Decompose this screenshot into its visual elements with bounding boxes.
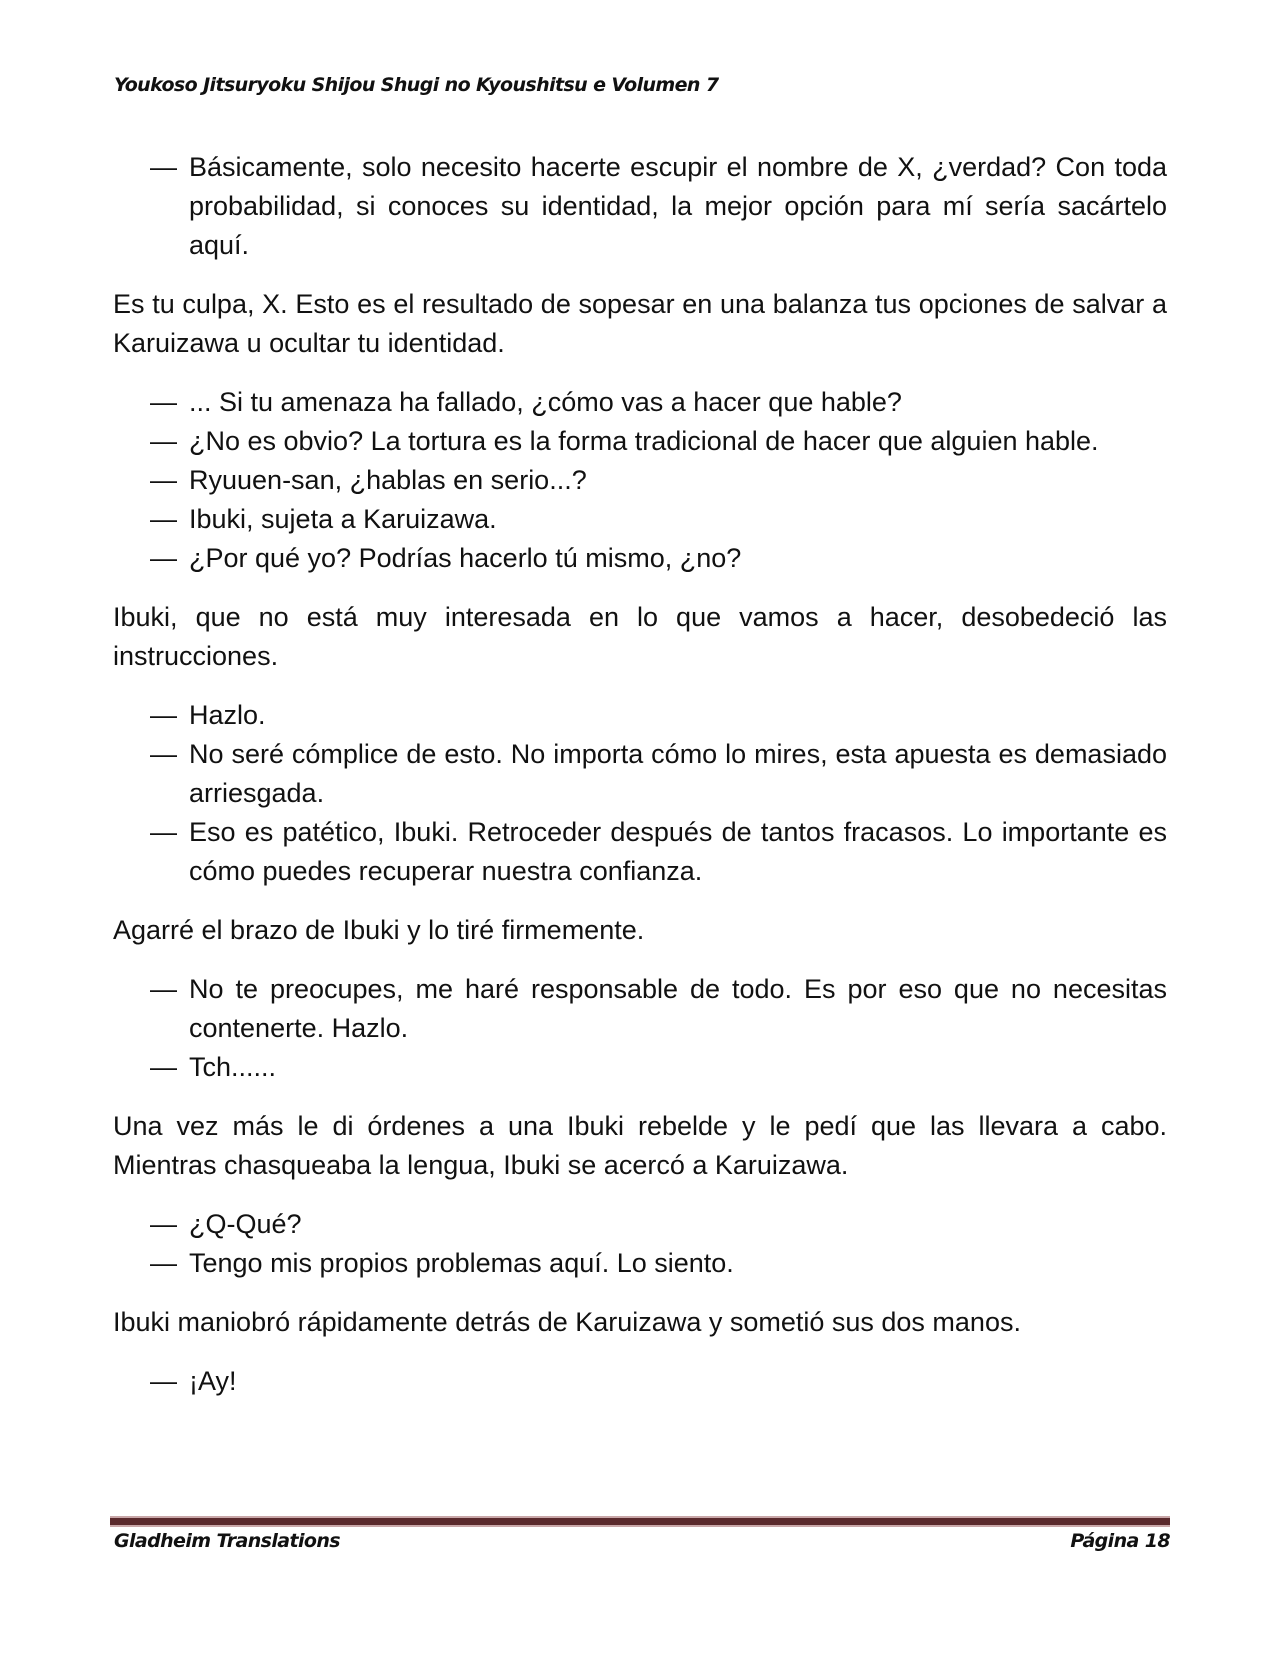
dialogue-text: ¡Ay! [189,1366,237,1396]
dialogue-dash: — [150,817,177,847]
dialogue-text: Tengo mis propios problemas aquí. Lo siento. [189,1248,734,1278]
footer-rule [110,1516,1170,1527]
dialogue-dash: — [150,974,177,1004]
dialogue-group [113,1205,1167,1283]
dialogue-dash: — [150,1052,177,1082]
dialogue-dash: — [150,700,177,730]
dialogue-group [113,148,1167,265]
dialogue-line [113,813,1167,891]
dialogue-dash: — [150,426,177,456]
dialogue-dash: — [150,152,177,182]
dialogue-text: Ibuki, sujeta a Karuizawa. [189,504,497,534]
dialogue-line [113,696,1167,735]
running-header: Youkoso Jitsuryoku Shijou Shugi no Kyoushitsu e Volumen 7 [114,74,719,96]
dialogue-line [113,1048,1167,1087]
dialogue-dash: — [150,465,177,495]
dialogue-line [113,970,1167,1048]
dialogue-group [113,383,1167,578]
dialogue-line [113,1362,1167,1401]
dialogue-line [113,422,1167,461]
dialogue-line [113,1244,1167,1283]
dialogue-text: ¿No es obvio? La tortura es la forma tradicional de hacer que alguien hable. [189,426,1099,456]
dialogue-dash: — [150,387,177,417]
dialogue-text: Tch...... [189,1052,277,1082]
dialogue-text: No seré cómplice de esto. No importa cómo lo mires, esta apuesta es demasiado arriesgada. [189,739,1167,808]
dialogue-dash: — [150,1248,177,1278]
dialogue-line [113,383,1167,422]
dialogue-dash: — [150,1209,177,1239]
narration-paragraph: Una vez más le di órdenes a una Ibuki rebelde y le pedí que las llevara a cabo. Mientras chasqueaba la lengua, Ibuki se acercó a Karuizawa. [113,1111,1167,1180]
narration-paragraph: Ibuki maniobró rápidamente detrás de Karuizawa y sometió sus dos manos. [113,1307,1021,1337]
dialogue-text: Básicamente, solo necesito hacerte escupir el nombre de X, ¿verdad? Con toda probabilidad, si conoces su identidad, la mejor opción para mí sería sacártelo aquí. [189,152,1167,260]
dialogue-line [113,461,1167,500]
dialogue-line [113,539,1167,578]
dialogue-text: ¿Por qué yo? Podrías hacerlo tú mismo, ¿no? [189,543,742,573]
dialogue-line [113,1205,1167,1244]
dialogue-text: Ryuuen-san, ¿hablas en serio...? [189,465,587,495]
footer-translator: Gladheim Translations [114,1530,340,1552]
dialogue-line [113,500,1167,539]
dialogue-text: No te preocupes, me haré responsable de todo. Es por eso que no necesitas contenerte. Hazlo. [189,974,1167,1043]
dialogue-dash: — [150,1366,177,1396]
dialogue-group [113,970,1167,1087]
dialogue-group [113,1362,1167,1401]
narration-paragraph: Agarré el brazo de Ibuki y lo tiré firmemente. [113,915,645,945]
dialogue-line [113,735,1167,813]
dialogue-text: ¿Q-Qué? [189,1209,302,1239]
dialogue-text: Hazlo. [189,700,266,730]
dialogue-dash: — [150,543,177,573]
dialogue-line [113,148,1167,265]
page-number: Página 18 [1070,1530,1170,1552]
narration-paragraph: Es tu culpa, X. Esto es el resultado de sopesar en una balanza tus opciones de salvar a Karuizawa u ocultar tu identidad. [113,289,1167,358]
dialogue-dash: — [150,739,177,769]
dialogue-text: ... Si tu amenaza ha fallado, ¿cómo vas a hacer que hable? [189,387,902,417]
dialogue-text: Eso es patético, Ibuki. Retroceder después de tantos fracasos. Lo importante es cómo puedes recuperar nuestra confianza. [189,817,1167,886]
dialogue-dash: — [150,504,177,534]
dialogue-group [113,696,1167,891]
narration-paragraph: Ibuki, que no está muy interesada en lo que vamos a hacer, desobedeció las instrucciones. [113,602,1167,671]
page-body [113,148,1167,1421]
